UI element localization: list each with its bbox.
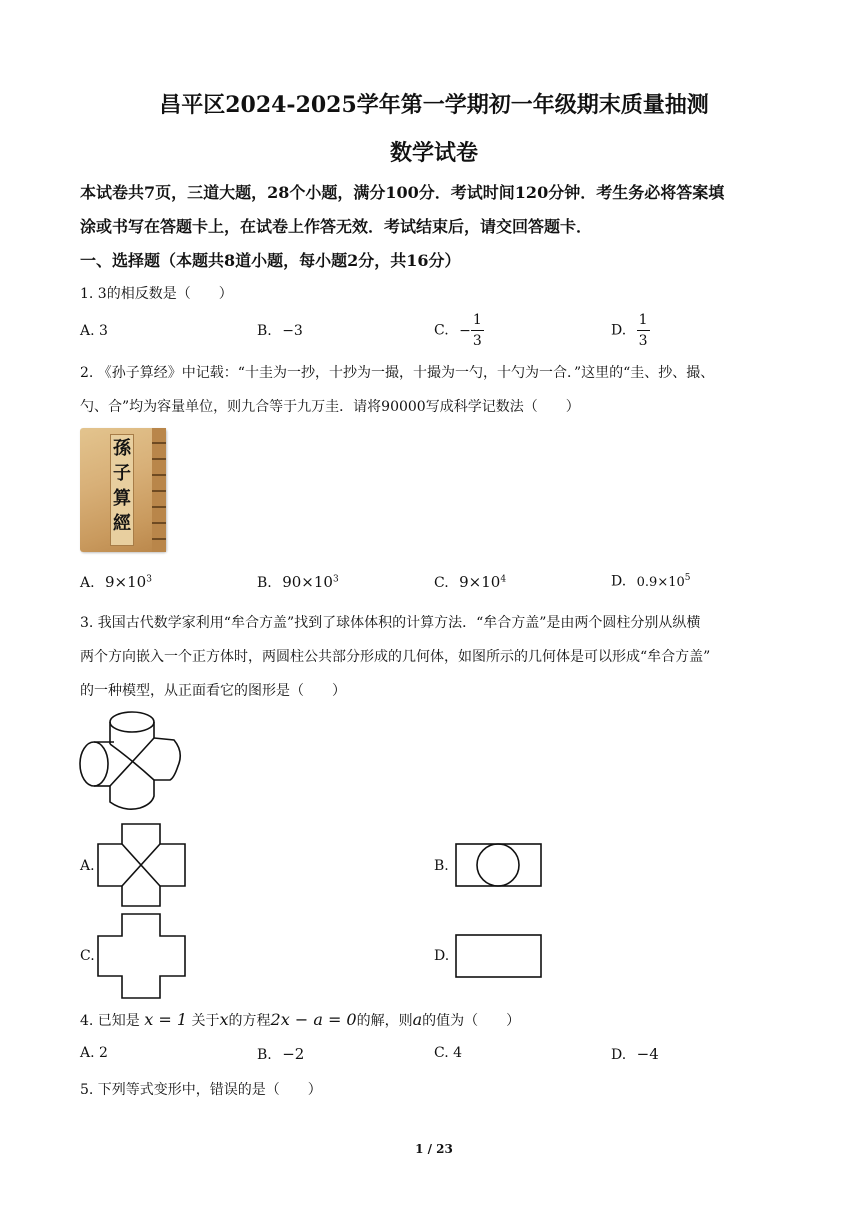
q3-option-a-label: A. bbox=[80, 858, 95, 874]
q1-option-d bbox=[611, 310, 650, 351]
q4-option-d-value: −4 bbox=[636, 1045, 659, 1063]
mouhe-fanggai-model-figure bbox=[74, 708, 188, 814]
q4-option-c: C. 4 bbox=[434, 1045, 463, 1061]
book-title-text: 孫子算經 bbox=[113, 438, 131, 534]
q1-option-b-value: −3 bbox=[282, 323, 303, 339]
page-number: 1 / 23 bbox=[415, 1142, 453, 1156]
q4-variable-a: a bbox=[412, 1010, 423, 1029]
q3-option-c-cross-figure bbox=[96, 912, 188, 1000]
q4-option-d-label: D. bbox=[611, 1047, 627, 1063]
fraction-numerator: 1 bbox=[471, 310, 484, 331]
q3-option-b-label: B. bbox=[434, 858, 449, 874]
q4-text-5: 的值为（ ） bbox=[422, 1013, 521, 1029]
q4-variable-x: x bbox=[219, 1010, 229, 1029]
instructions-line-1: 本试卷共7页，三道大题，28个小题，满分100分．考试时间120分钟．考生务必将答案填 bbox=[80, 183, 725, 202]
q1-option-c-sign: − bbox=[459, 322, 471, 339]
q4-option-b bbox=[257, 1045, 304, 1063]
instructions-line-2: 涂或书写在答题卡上，在试卷上作答无效．考试结束后，请交回答题卡． bbox=[80, 217, 593, 236]
q2-option-d-label: D. bbox=[611, 573, 627, 590]
q2-option-b bbox=[257, 573, 339, 591]
q4-text-2: 关于 bbox=[191, 1013, 220, 1029]
q1-option-d-fraction bbox=[637, 310, 650, 351]
q2-option-d-value: 0.9×10 bbox=[636, 574, 685, 590]
q1-option-b-label: B. bbox=[257, 323, 272, 339]
question-2-stem-line-1: 2. 《孙子算经》中记载：“十圭为一抄，十抄为一撮，十撮为一勺，十勺为一合．”这里的“圭、抄、撮、 bbox=[80, 365, 715, 381]
q1-option-c bbox=[434, 310, 484, 351]
q2-option-a-label: A. bbox=[80, 575, 95, 591]
q1-option-c-label: C. bbox=[434, 322, 449, 339]
q1-option-d-label: D. bbox=[611, 322, 627, 339]
question-2-stem-line-2: 勺、合”均为容量单位，则九合等于九万圭．请将90000写成科学记数法（ ） bbox=[80, 399, 580, 415]
q3-option-b-rectangle-with-circle-figure bbox=[455, 843, 543, 889]
q4-option-b-label: B. bbox=[257, 1047, 272, 1063]
q3-option-c-label: C. bbox=[80, 948, 95, 964]
q4-option-a: A. 2 bbox=[80, 1045, 108, 1061]
q2-option-a-exponent: 3 bbox=[146, 574, 152, 585]
fraction-denominator: 3 bbox=[472, 333, 482, 349]
q2-option-a bbox=[80, 573, 152, 591]
q2-option-d bbox=[611, 573, 690, 590]
page-title: 昌平区2024-2025学年第一学期初一年级期末质量抽测 bbox=[159, 92, 709, 118]
q2-option-b-label: B. bbox=[257, 575, 272, 591]
q2-option-b-exponent: 3 bbox=[332, 574, 339, 585]
question-5-stem: 5. 下列等式变形中，错误的是（ ） bbox=[80, 1082, 322, 1098]
q4-equation-x: x = 1 bbox=[144, 1010, 188, 1029]
fraction-denominator: 3 bbox=[638, 333, 648, 349]
question-3-stem-line-2: 两个方向嵌入一个正方体时，两圆柱公共部分形成的几何体，如图所示的几何体是可以形成“牟合方盖” bbox=[80, 649, 711, 665]
q4-text-4: 的解，则 bbox=[356, 1013, 413, 1029]
q3-option-a-cross-with-x-figure bbox=[96, 822, 188, 908]
q1-option-c-fraction bbox=[471, 310, 484, 351]
q3-option-d-rectangle-figure bbox=[455, 934, 543, 980]
q1-option-b bbox=[257, 323, 303, 339]
book-binding bbox=[152, 428, 166, 552]
section-heading: 一、选择题（本题共8道小题，每小题2分，共16分） bbox=[80, 251, 461, 270]
fraction-numerator: 1 bbox=[637, 310, 650, 331]
q3-option-d-label: D. bbox=[434, 948, 450, 964]
q4-equation: 2x − a = 0 bbox=[270, 1010, 357, 1029]
question-4-stem bbox=[80, 1010, 520, 1030]
q2-option-c-exponent: 4 bbox=[500, 574, 507, 585]
q2-option-c bbox=[434, 573, 506, 591]
q2-option-a-value: 9×10 bbox=[105, 573, 147, 591]
q1-option-a: A. 3 bbox=[80, 323, 108, 339]
sunzi-suanjing-book-image bbox=[80, 428, 166, 552]
q4-option-b-value: −2 bbox=[282, 1045, 305, 1063]
question-3-stem-line-3: 的一种模型，从正面看它的图形是（ ） bbox=[80, 683, 346, 699]
q2-option-b-value: 90×10 bbox=[282, 573, 333, 591]
q2-option-c-label: C. bbox=[434, 575, 449, 591]
page-subtitle: 数学试卷 bbox=[389, 140, 478, 166]
question-1-stem: 1. 3的相反数是（ ） bbox=[80, 286, 233, 302]
q4-option-d bbox=[611, 1045, 659, 1063]
question-3-stem-line-1: 3. 我国古代数学家利用“牟合方盖”找到了球体体积的计算方法．“牟合方盖”是由两个圆柱分别从纵横 bbox=[80, 615, 701, 631]
q4-text-1: 4. 已知是 bbox=[80, 1013, 140, 1029]
q2-option-d-exponent: 5 bbox=[684, 573, 691, 583]
q4-text-3: 的方程 bbox=[228, 1013, 271, 1029]
q2-option-c-value: 9×10 bbox=[459, 573, 501, 591]
